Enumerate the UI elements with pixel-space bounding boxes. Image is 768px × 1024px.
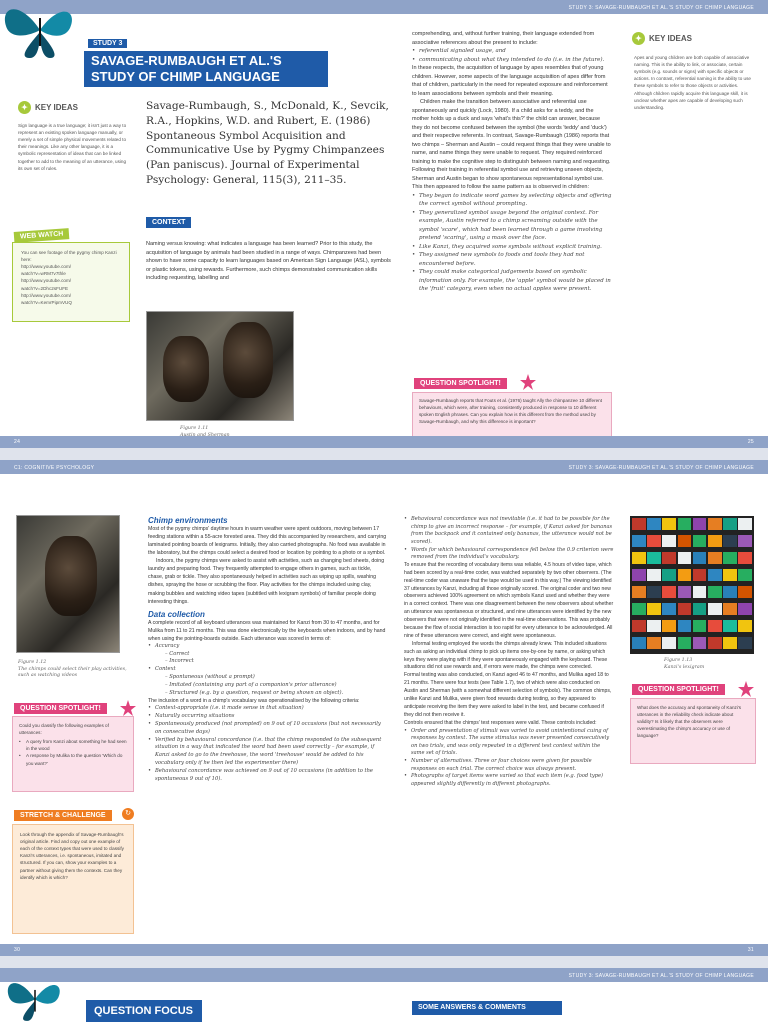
col2-intro: comprehending, and, without further training, their language extended from associative references about the present to include: bbox=[412, 31, 595, 46]
chimp-environments-heading: Chimp environments bbox=[148, 516, 228, 525]
list-item: • They assigned new symbols to foods and tools they had not encountered before. bbox=[412, 251, 612, 268]
reference: Savage-Rumbaugh, S., McDonald, K., Sevcik, R.A., Hopkins, W.D. and Rubert, E. (1986) Spontaneous Symbol Acquisition and Communicative Use by Pygmy Chimpanzees (Pan paniscus). Journal of Experimental Psychology: General, 115(3), 211–35. bbox=[146, 100, 389, 187]
web-watch-link-2[interactable]: watch?v=wRM7v7thle bbox=[21, 271, 66, 277]
criteria-intro: The inclusion of a word in a chimp's vocabulary was operationalised by the following criteria: bbox=[148, 698, 360, 705]
col3-para-3: Formal testing was also conducted, on Kanzi aged 46 to 47 months, and Mulika aged 18 to 21 months. There were four tests (see Table 1.7), two of which were also conducted on Austin and Sherman (with a somewhat different selection of symbols). The common chimps, unlike Kanzi and Mulika, were given food rewards during testing, so they appeared to anticipate receiving the item they were asked to label in the test, and became confused if they did not then receive it. bbox=[404, 672, 612, 718]
col2-para-3: Children make the transition between associative and referential use spontaneously and quickly (Lock, 1980). If a child asks for a teddy, and the mother holds up a duck and says 'what's this?' the child can answer, because they do not become confused between the symbol (the words 'teddy' and 'duck') and their respective referents. In contrast, Savage-Rumbaugh (1986) reports that two chimps – Sherman and Austin – could request things that they were unable to name, and name things they were unable to request. They required reinforced training to make the cognitive step to distinguish between naming and requesting. bbox=[412, 99, 611, 165]
page-title bbox=[84, 51, 328, 87]
star-icon bbox=[520, 374, 536, 390]
web-watch-text: You can see footage of the pygmy chimp Kanzi here: bbox=[21, 250, 117, 263]
page2-running-head-right: STUDY 3: SAVAGE-RUMBAUGH ET AL.'S STUDY OF CHIMP LANGUAGE bbox=[568, 465, 754, 471]
question-focus-heading: QUESTION FOCUS bbox=[86, 1000, 202, 1022]
list-item: • A response by Mulika to the question 'Which do you want?' bbox=[19, 752, 127, 766]
key-ideas-heading-left: ✦ KEY IDEAS bbox=[18, 101, 78, 114]
list-item: • Order and presentation of stimuli was varied to avoid unintentional cuing of responses by context. The same stimulus was never presented consecutively on two trials, and was only repeated in a different test context within the same set of trials. bbox=[404, 728, 614, 759]
web-watch-link-6[interactable]: watch?v=KemrPipmVUQ bbox=[21, 299, 72, 305]
key-ideas-text-left: Sign language is a true language; it isn't just a way to represent an existing spoken language manually, or merely a set of simple physical movements related to their meanings. Like any other language, it is a symbolic representation of ideas that can be linked together to add to the meaning of an utterance, using its own set of rules. bbox=[18, 123, 127, 171]
page2-running-head-left: C1: COGNITIVE PSYCHOLOGY bbox=[14, 465, 95, 471]
list-item: • Words for which behavioural correspondence fell below the 0.9 criterion were removed from the individual's vocabulary. bbox=[404, 547, 614, 562]
web-watch-link-4[interactable]: watch?v=2Dhc2sFUFE bbox=[21, 285, 69, 291]
spotlight-2-text: Could you classify the following examples of utterances: bbox=[19, 723, 109, 736]
star-icon bbox=[738, 681, 754, 697]
web-watch-link-3[interactable]: http://www.youtube.com/ bbox=[21, 278, 72, 284]
list-item: • Accuracy – Correct – Incorrect bbox=[148, 643, 388, 666]
lightbulb-icon: ✦ bbox=[632, 32, 645, 45]
list-item: • They could make categorical judgements based on symbolic information only. For example, the 'apple' symbol would be placed in the 'fruit' category, even when no actual apples were present. bbox=[412, 268, 612, 294]
key-ideas-heading-right: ✦ KEY IDEAS bbox=[632, 32, 692, 45]
title-line-2: STUDY OF CHIMP LANGUAGE bbox=[91, 68, 280, 84]
web-watch-link-1[interactable]: http://www.youtube.com/ bbox=[21, 264, 72, 270]
butterfly-icon bbox=[0, 0, 80, 62]
question-spotlight-heading: QUESTION SPOTLIGHT! bbox=[414, 378, 507, 389]
study-badge: STUDY 3 bbox=[88, 39, 127, 48]
col2-para-2: In these respects, the acquisition of language by apes resembles that of young children. However, some aspects of the language acquisition of apes differ from that of children, particularly in the need for repeated exposure and reinforcement to learn associations between symbols and their meaning. bbox=[412, 65, 608, 97]
page2-header-band bbox=[0, 460, 768, 474]
kanzi-lexigram bbox=[630, 516, 754, 654]
page1-header-band bbox=[0, 0, 768, 14]
question-spotlight-heading-3: QUESTION SPOTLIGHT! bbox=[632, 684, 725, 695]
stretch-challenge-box bbox=[12, 824, 134, 934]
list-item: • Context-appropriate (i.e. it made sense in that situation) bbox=[148, 705, 388, 713]
list-item: • Number of alternatives. Three or four choices were given for possible responses on each trial. The correct choice was always present. bbox=[404, 758, 614, 773]
web-watch-box bbox=[12, 242, 130, 322]
austin-sherman-photo bbox=[146, 311, 294, 421]
chimp-video-photo bbox=[16, 515, 120, 653]
page-number-left-2: 30 bbox=[14, 947, 21, 953]
list-item: • communicating about what they intended to do (i.e. in the future). bbox=[412, 56, 612, 65]
stretch-icon: ↻ bbox=[122, 808, 134, 820]
list-item: • Naturally occurring situations bbox=[148, 713, 388, 721]
page1-column-2 bbox=[412, 30, 612, 294]
page-number-right: 25 bbox=[747, 439, 754, 445]
col3-para-1: To ensure that the recording of vocabulary items was reliable, 4.5 hours of video tape, which had been scored by a real-time coder, was watched separately by two other observers. (The real-time coder was unaware that the tape would be used in this way.) The viewing identified 37 utterances by Kanzi, including all those originally scored. The original coder and two new observers achieved 100% agreement on which symbols Kanzi used and whether they were in a correct context. There was one disagreement between the new observers about whether an utterance was spontaneous or structured, and nine utterances were identified by the new observers that were not originally identified in the real-time observations. This was probably because the flow of social interaction is too rapid for every utterance to be acknowledged. All nine of these utterances were correct, and eight were spontaneous. bbox=[404, 561, 614, 639]
stretch-text: Look through the appendix of Savage-Rumbaugh's original article. Find and copy out one example of each of the context types that were used to classify Kanzi's utterances, i.e. spontaneous, imitated and structured. If you can, show your examples to a partner without giving them the contexts. Can they identify which is which? bbox=[20, 832, 124, 880]
context-heading: CONTEXT bbox=[146, 217, 191, 228]
data-collection-text: A complete record of all keyboard utterances was maintained for Kanzi from 30 to 47 months, and for Mulika from 11 to 21 months. This was done electronically by the keyboards when indoors, and by hand when using the pointing-boards outside. Each utterance was scored in terms of: bbox=[148, 619, 386, 642]
page-number-right-2: 31 bbox=[747, 947, 754, 953]
list-item: • Photographs of target items were varied so that each item (e.g. food type) appeared slightly differently in different photographs. bbox=[404, 773, 614, 788]
figure-caption: Figure 1.11 bbox=[180, 426, 209, 431]
page1-running-head: STUDY 3: SAVAGE-RUMBAUGH ET AL.'S STUDY OF CHIMP LANGUAGE bbox=[568, 5, 754, 11]
list-item: • Behavioural concordance was achieved on 9 out of 10 occasions (in addition to the spontaneous 9 out of 10). bbox=[148, 768, 388, 784]
list-item: • They began to indicate word games by selecting objects and offering the correct symbol without prompting. bbox=[412, 192, 612, 209]
data-collection-heading: Data collection bbox=[148, 609, 205, 619]
col2-para-4: Following their training in referential symbol use and retrieving unseen objects, Sherman and Austin began to show spontaneous representational symbol use. This then appeared to follow the same pattern as is observed in children: bbox=[412, 167, 604, 191]
web-watch-heading: WEB WATCH bbox=[14, 228, 70, 243]
chimp-env-para-1: Most of the pygmy chimps' daytime hours in warm weather were spent outdoors, moving between 17 feeding stations within a 55-acre forested area. They did this accompanied by researchers, and carrying laminated pointing boards of lexigrams. Initially, they also carried photographs. No food was available in the laboratory, but the chimps could select a desired food or location by pointing to a photo or a symbol. bbox=[148, 526, 387, 557]
question-spotlight-heading-2: QUESTION SPOTLIGHT! bbox=[14, 703, 107, 714]
list-item: • Spontaneously produced (not prompted) on 9 out of 10 occasions (but not necessarily on consecutive days) bbox=[148, 721, 388, 737]
page1-footer-band bbox=[0, 436, 768, 448]
lexigram-caption: Figure 1.13 Kanzi's lexigram bbox=[664, 658, 705, 670]
list-item: • They generalized symbol usage beyond the original context. For example, Austin referred to a chimp screaming outside with the symbol 'scare', which had been learned through a game involving pretend 'scaring', using a mask over the face. bbox=[412, 209, 612, 243]
list-item: • Like Kanzi, they acquired some symbols without explicit training. bbox=[412, 243, 612, 252]
page2-column-3 bbox=[404, 516, 614, 789]
col3-para-4: Controls ensured that the chimps' test responses were valid. These controls included: bbox=[404, 719, 597, 726]
spotlight-3-text: What does the accuracy and spontaneity of Kanzi's utterances in the reliability check indicate about validity? Is it likely that the observers were overestimating the chimp's accuracy or use of language? bbox=[637, 705, 742, 739]
page3-running-head: STUDY 3: SAVAGE-RUMBAUGH ET AL.'S STUDY OF CHIMP LANGUAGE bbox=[568, 973, 754, 979]
question-spotlight-text: Savage-Rumbaugh reports that Fouts et al. (1976) taught Ally the chimpanzee 10 different behaviours, which were, after training, consistently produced in response to 10 different spoken English phrases. Can you explain how is this different from the method used by Savage-Rumbaugh, and why this difference is important? bbox=[419, 398, 603, 425]
list-item: • Behavioural concordance was not inevitable (i.e. it had to be possible for the chimp to give an incorrect response – for example, if Kanzi asked for bananas from the backpack and it contained only bananas, the utterance would not be scored). bbox=[404, 516, 614, 547]
question-spotlight-box-2 bbox=[12, 716, 134, 792]
page3-header-band bbox=[0, 968, 768, 982]
star-icon bbox=[120, 700, 136, 716]
list-item: • Context – Spontaneous (without a prompt) – Imitated (containing any part of a companion's prior utterance) – Structured (e.g. by a question, request or being shown an object). bbox=[148, 666, 388, 697]
answers-heading: SOME ANSWERS & COMMENTS bbox=[412, 1001, 562, 1015]
chimp-env-para-2: Indoors, the pygmy chimps were asked to assist with activities, such as changing bed sheets, doing laundry and preparing food. They frequently attempted to engage others in games, such as tickle, chase, grab or tickle. They also spontaneously helped in activities such as wiping up spills, washing dishes, spraying the hose or scrubbing the floor. Play activities for the chimps included using clay, making bubbles and watching video tapes (subtitled with lexigram symbols) of familiar people doing interesting things. bbox=[148, 558, 385, 605]
list-item: • Verified by behavioural concordance (i.e. that the chimp responded to the subsequent situation in a way that indicated the word had been used correctly – for example, if Kanzi asked to go to the treehouse, the word 'treehouse' would be added to his vocabulary only if he then led the experimenter there) bbox=[148, 737, 388, 768]
page-number-left: 24 bbox=[14, 439, 21, 445]
context-text: Naming versus knowing: what indicates a language has been learned? Prior to this study, the acquisition of language by animals had been studied in a range of ways. Chimpanzees had been shown to have some capacity to learn languages based on American Sign Language (ASL), symbols or plastic tokens, using rewards. Furthermore, such chimps demonstrated communication skills including requesting, labelling and bbox=[146, 241, 391, 282]
list-item: • A query from Kanzi about something he had seen in the wood bbox=[19, 738, 127, 752]
stretch-challenge-heading: STRETCH & CHALLENGE bbox=[14, 810, 112, 821]
page2-column-2 bbox=[148, 516, 388, 783]
butterfly-icon bbox=[0, 976, 70, 1024]
title-line-1: SAVAGE-RUMBAUGH ET AL.'S bbox=[91, 53, 282, 68]
col3-para-2: Informal testing employed the words the chimps already knew. This included situations such as asking an individual chimp to pick up items one-by-one by name, or asking which keys they were playing with if they were spontaneously engaged with the keyboard. These situations did not use rewards and, if errors were made, the chimps were corrected. bbox=[404, 640, 608, 671]
web-watch-link-5[interactable]: http://www.youtube.com/ bbox=[21, 292, 72, 298]
lightbulb-icon: ✦ bbox=[18, 101, 31, 114]
question-spotlight-box-3 bbox=[630, 698, 756, 764]
list-item: • referential signaled usage, and bbox=[412, 47, 612, 56]
figure-caption-2: Figure 1.12 The chimps could select their play activities, such as watching videos bbox=[18, 660, 127, 679]
page2-footer-band bbox=[0, 944, 768, 956]
key-ideas-text-right: Apes and young children are both capable of associative naming. This is the ability to link, or associate, certain symbols (e.g. sounds or signs) with specific objects or actions. In contrast, referential naming is the ability to use these symbols to refer to those objects or activities. Although children rapidly acquire this language skill, it is unclear whether apes are capable of developing such understanding. bbox=[634, 55, 751, 110]
